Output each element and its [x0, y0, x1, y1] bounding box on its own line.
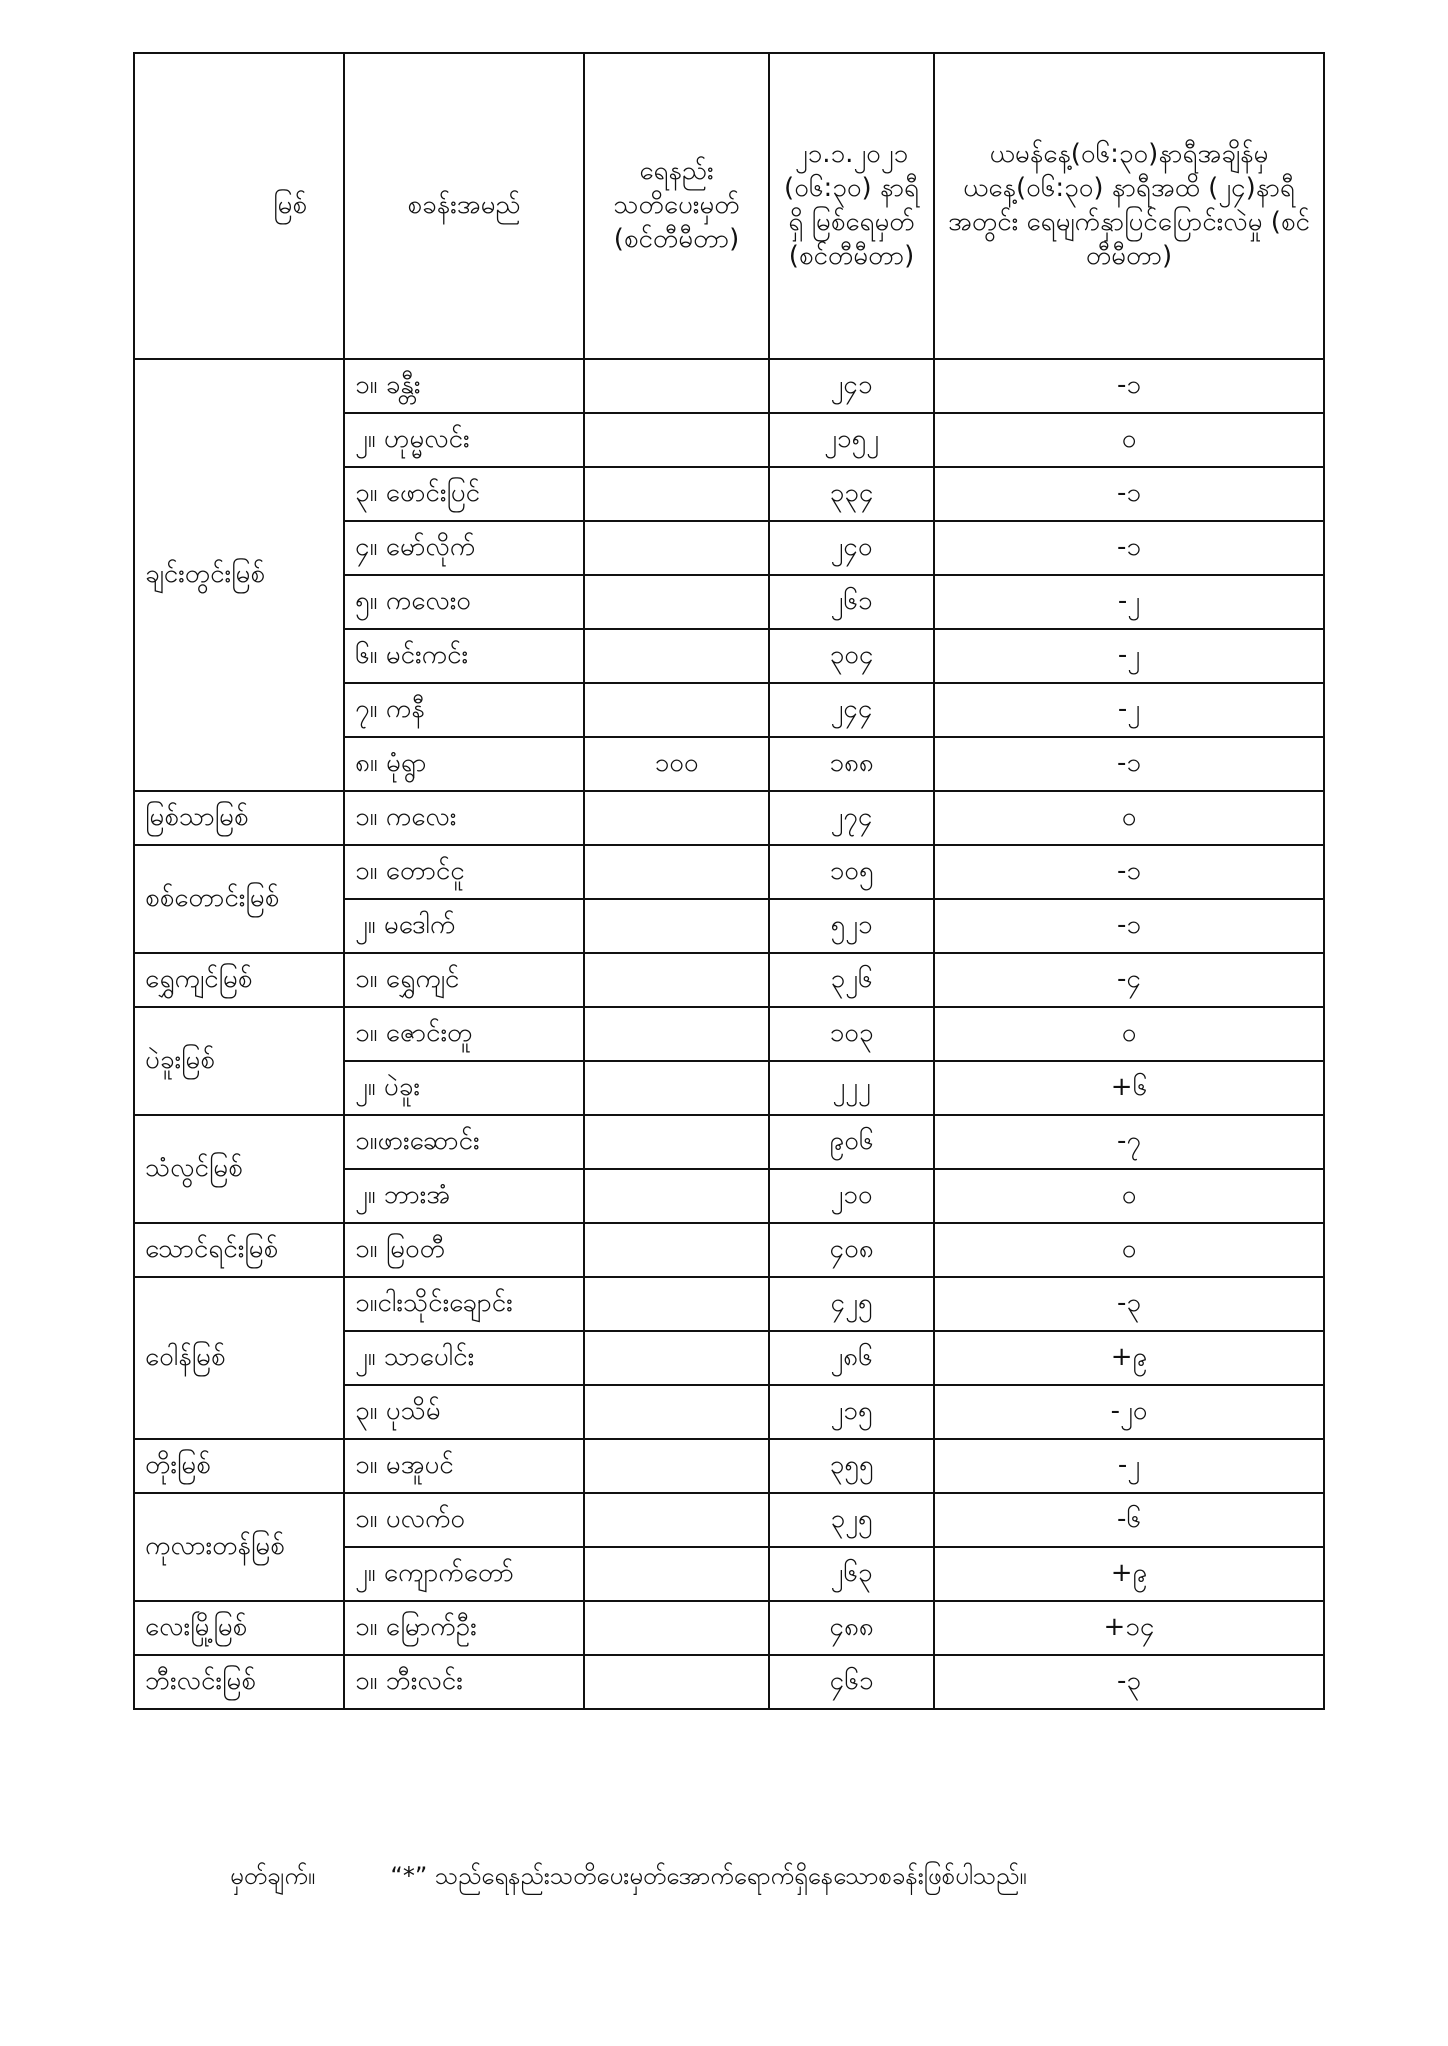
station-name: ၇။ ကနီ	[344, 683, 584, 737]
table-row	[134, 1601, 1324, 1655]
low-warning-value	[584, 629, 769, 683]
header-station: စခန်းအမည်	[344, 53, 584, 359]
water-level-value: ၂၄၄	[769, 683, 934, 737]
level-change-value: -၁	[934, 845, 1324, 899]
water-level-value: ၃၃၄	[769, 467, 934, 521]
table-row	[134, 1655, 1324, 1709]
water-level-value: ၂၄၁	[769, 359, 934, 413]
station-name: ၂။ သာပေါင်း	[344, 1331, 584, 1385]
low-warning-value	[584, 1493, 769, 1547]
water-level-value: ၂၁၅၂	[769, 413, 934, 467]
water-level-value: ၁၀၅	[769, 845, 934, 899]
low-warning-value	[584, 899, 769, 953]
table-row	[134, 1493, 1324, 1547]
station-name: ၁။ ဇောင်းတူ	[344, 1007, 584, 1061]
table-row	[134, 953, 1324, 1007]
river-name: ရွှေကျင်မြစ်	[134, 953, 344, 1007]
water-level-value: ၄၈၈	[769, 1601, 934, 1655]
water-level-value: ၄၀၈	[769, 1223, 934, 1277]
station-name: ၂။ ဘားအံ	[344, 1169, 584, 1223]
station-name: ၁။ငါးသိုင်းချောင်း	[344, 1277, 584, 1331]
header-24h-change: ယမန်နေ့(၀၆:၃၀)နာရီအချိန်မှ ယနေ့(၀၆:၃၀) နာရီအထိ (၂၄)နာရီအတွင်း ရေမျက်နှာပြင်ပြောင်းလဲမှု (စင်တီမီတာ)	[934, 53, 1324, 359]
level-change-value: -၂၀	[934, 1385, 1324, 1439]
river-name: လေးမြို့မြစ်	[134, 1601, 344, 1655]
station-name: ၃။ ဖောင်းပြင်	[344, 467, 584, 521]
low-warning-value	[584, 1277, 769, 1331]
header-low-warning: ရေနည်း သတိပေးမှတ် (စင်တီမီတာ)	[584, 53, 769, 359]
water-level-table	[133, 52, 1325, 1710]
level-change-value: -၇	[934, 1115, 1324, 1169]
table-body	[134, 359, 1324, 1709]
level-change-value: ၀	[934, 1169, 1324, 1223]
water-level-value: ၄၆၁	[769, 1655, 934, 1709]
table-row	[134, 1223, 1324, 1277]
low-warning-value	[584, 953, 769, 1007]
low-warning-value	[584, 1169, 769, 1223]
station-name: ၂။ မဒေါက်	[344, 899, 584, 953]
water-level-value: ၂၁၅	[769, 1385, 934, 1439]
table-row	[134, 1277, 1324, 1331]
low-warning-value	[584, 1655, 769, 1709]
water-level-value: ၂၂၂	[769, 1061, 934, 1115]
low-warning-value	[584, 575, 769, 629]
water-level-value: ၁၀၃	[769, 1007, 934, 1061]
level-change-value: -၁	[934, 521, 1324, 575]
footnote-text: “*” သည်ရေနည်းသတိပေးမှတ်အောက်ရောက်ရှိနေသောစခန်းဖြစ်ပါသည်။	[390, 1862, 1027, 1890]
water-level-value: ၁၈၈	[769, 737, 934, 791]
water-level-value: ၂၆၁	[769, 575, 934, 629]
level-change-value: -၄	[934, 953, 1324, 1007]
level-change-value: ၀	[934, 1223, 1324, 1277]
river-name: ချင်းတွင်းမြစ်	[134, 359, 344, 791]
level-change-value: -၂	[934, 629, 1324, 683]
water-level-value: ၃၂၆	[769, 953, 934, 1007]
low-warning-value	[584, 1061, 769, 1115]
table-row	[134, 359, 1324, 413]
river-name: ပဲခူးမြစ်	[134, 1007, 344, 1115]
station-name: ၆။ မင်းကင်း	[344, 629, 584, 683]
station-name: ၁။ ဘီးလင်း	[344, 1655, 584, 1709]
water-level-value: ၂၄၀	[769, 521, 934, 575]
level-change-value: +၉	[934, 1331, 1324, 1385]
level-change-value: +၁၄	[934, 1601, 1324, 1655]
level-change-value: -၂	[934, 1439, 1324, 1493]
station-name: ၂။ ပဲခူး	[344, 1061, 584, 1115]
water-level-value: ၅၂၁	[769, 899, 934, 953]
level-change-value: ၀	[934, 1007, 1324, 1061]
river-name: တိုးမြစ်	[134, 1439, 344, 1493]
low-warning-value	[584, 1601, 769, 1655]
footnote-label: မှတ်ချက်။	[230, 1862, 316, 1890]
level-change-value: +၆	[934, 1061, 1324, 1115]
low-warning-value	[584, 1223, 769, 1277]
low-warning-value	[584, 1547, 769, 1601]
low-warning-value	[584, 1331, 769, 1385]
level-change-value: -၃	[934, 1277, 1324, 1331]
footnote	[230, 1860, 1027, 1896]
table-row	[134, 791, 1324, 845]
station-name: ၃။ ပုသိမ်	[344, 1385, 584, 1439]
river-name: သောင်ရင်းမြစ်	[134, 1223, 344, 1277]
low-warning-value	[584, 413, 769, 467]
station-name: ၁။ဖားဆောင်း	[344, 1115, 584, 1169]
low-warning-value	[584, 521, 769, 575]
level-change-value: +၉	[934, 1547, 1324, 1601]
low-warning-value: ၁၀၀	[584, 737, 769, 791]
low-warning-value	[584, 683, 769, 737]
low-warning-value	[584, 467, 769, 521]
station-name: ၁။ ပလက်ဝ	[344, 1493, 584, 1547]
station-name: ၈။ မုံရွာ	[344, 737, 584, 791]
level-change-value: -၁	[934, 467, 1324, 521]
station-name: ၁။ မြောက်ဦး	[344, 1601, 584, 1655]
water-level-value: ၂၁၀	[769, 1169, 934, 1223]
station-name: ၁။ ရွှေကျင်	[344, 953, 584, 1007]
station-name: ၅။ ကလေးဝ	[344, 575, 584, 629]
station-name: ၁။ မအူပင်	[344, 1439, 584, 1493]
river-name: ကုလားတန်မြစ်	[134, 1493, 344, 1601]
table-row	[134, 845, 1324, 899]
water-level-value: ၃၅၅	[769, 1439, 934, 1493]
table-row	[134, 1439, 1324, 1493]
table-row	[134, 1007, 1324, 1061]
low-warning-value	[584, 1115, 769, 1169]
station-name: ၂။ ဟုမ္မလင်း	[344, 413, 584, 467]
header-water-level: ၂၁.၁.၂၀၂၁ (၀၆:၃၀) နာရီရှိ မြစ်ရေမှတ် (စင်တီမီတာ)	[769, 53, 934, 359]
level-change-value: -၁	[934, 359, 1324, 413]
low-warning-value	[584, 359, 769, 413]
water-level-value: ၄၂၅	[769, 1277, 934, 1331]
level-change-value: ၀	[934, 791, 1324, 845]
river-name: သံလွင်မြစ်	[134, 1115, 344, 1223]
level-change-value: -၆	[934, 1493, 1324, 1547]
low-warning-value	[584, 845, 769, 899]
water-level-value: ၃၂၅	[769, 1493, 934, 1547]
low-warning-value	[584, 1007, 769, 1061]
level-change-value: -၂	[934, 683, 1324, 737]
level-change-value: -၂	[934, 575, 1324, 629]
river-name: မြစ်သာမြစ်	[134, 791, 344, 845]
river-name: စစ်တောင်းမြစ်	[134, 845, 344, 953]
water-level-report	[133, 52, 1323, 1710]
low-warning-value	[584, 791, 769, 845]
station-name: ၄။ မော်လိုက်	[344, 521, 584, 575]
river-name: ဘီးလင်းမြစ်	[134, 1655, 344, 1709]
water-level-value: ၃၀၄	[769, 629, 934, 683]
water-level-value: ၂၆၃	[769, 1547, 934, 1601]
level-change-value: -၃	[934, 1655, 1324, 1709]
station-name: ၂။ ကျောက်တော်	[344, 1547, 584, 1601]
low-warning-value	[584, 1385, 769, 1439]
water-level-value: ၉၀၆	[769, 1115, 934, 1169]
station-name: ၁။ တောင်ငူ	[344, 845, 584, 899]
low-warning-value	[584, 1439, 769, 1493]
level-change-value: ၀	[934, 413, 1324, 467]
station-name: ၁။ ကလေး	[344, 791, 584, 845]
water-level-value: ၂၇၄	[769, 791, 934, 845]
level-change-value: -၁	[934, 737, 1324, 791]
river-name: ဝေါန်မြစ်	[134, 1277, 344, 1439]
table-row	[134, 1115, 1324, 1169]
header-row	[134, 53, 1324, 359]
header-river: မြစ်	[134, 53, 344, 359]
level-change-value: -၁	[934, 899, 1324, 953]
station-name: ၁။ မြဝတီ	[344, 1223, 584, 1277]
water-level-value: ၂၈၆	[769, 1331, 934, 1385]
station-name: ၁။ ခန္တီး	[344, 359, 584, 413]
